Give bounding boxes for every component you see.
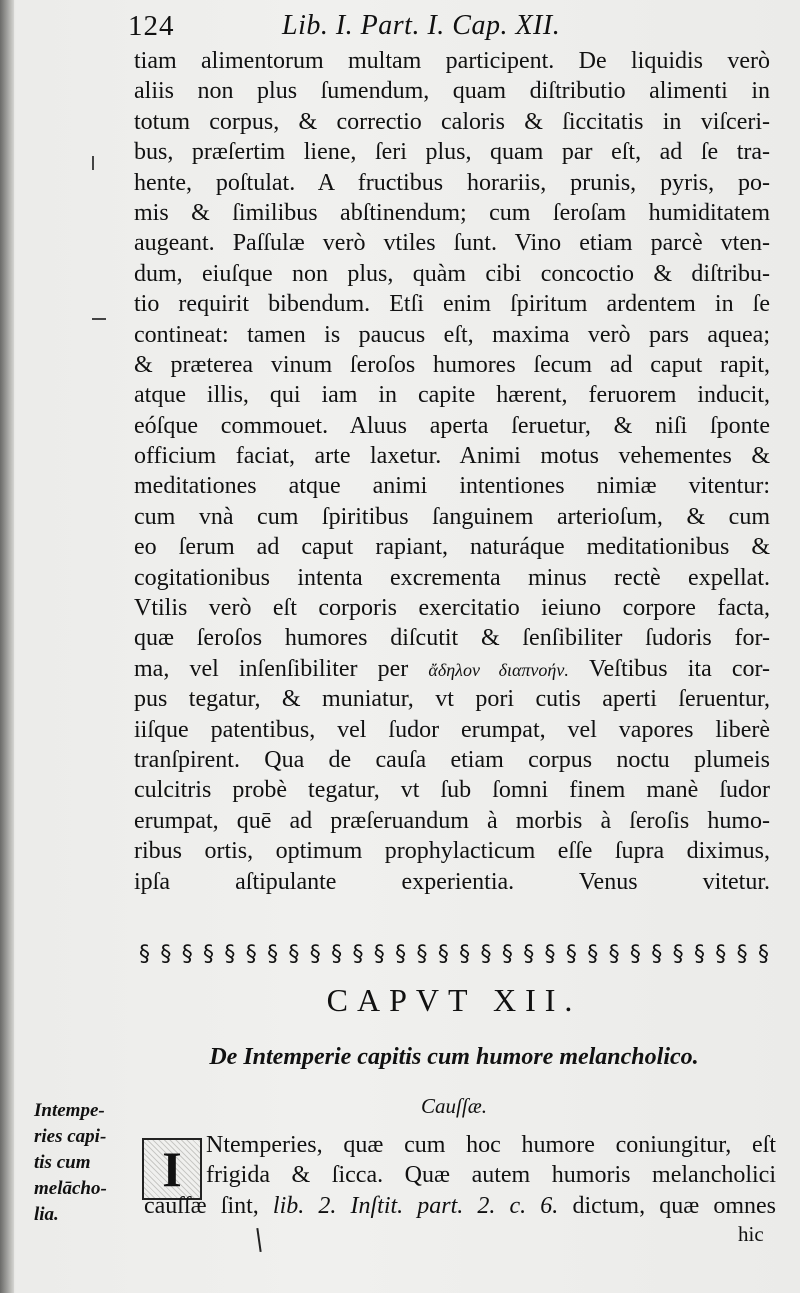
ornament-glyph: § [757,941,769,967]
ornament-glyph: § [459,941,471,967]
text-line: cogitationibus intenta excrementa minus rectè expellat. [134,564,770,591]
ornament-glyph: § [203,941,215,967]
ornament-glyph: § [245,941,257,967]
ornament-glyph: § [608,941,620,967]
text-line-greek: ma, vel inſenſibiliter per ἄδηλον διαπνοήν. Veſtibus ita cor- [134,655,771,682]
chapter-subtitle: De Intemperie capitis cum humore melancholico. [209,1044,699,1070]
text-line: totum corpus, & correctio caloris & ſiccitatis in viſceri- [134,108,770,135]
catchword: hic [738,1222,764,1246]
text-line: quæ ſeroſos humores diſcutit & ſenſibiliter ſudoris for- [134,625,770,652]
marginal-note: Intempe- ries capi- tis cum melācho- lia. [34,1100,107,1225]
page-header [120,6,780,42]
section-heading: Cauſſæ. [421,1094,487,1118]
ornament-glyph: § [715,941,727,967]
text-line: dum, eiuſque non plus, quàm cibi concoctio & diſtribu- [134,260,770,287]
ornament-glyph: § [416,941,428,967]
text-line: bus, præſertim liene, ſeri plus, quam par eſt, ad ſe tra- [134,139,770,166]
text-line: officium faciat, arte laxetur. Animi motus vehementes & [134,443,770,470]
text-line: aliis non plus ſumendum, quam diſtributio alimenti in [134,78,770,105]
ornament-glyph: § [565,941,577,967]
ornament-glyph: § [267,941,279,967]
text-line: frigida & ſicca. Quæ autem humoris melancholici [206,1162,776,1189]
text-line: eo ſerum ad caput rapiant, naturáque meditationibus & [134,534,770,561]
text-line: cauſſæ ſint, lib. 2. Inſtit. part. 2. c. 6. dictum, quæ omnes [144,1192,777,1219]
ornament-glyph: § [373,941,385,967]
page-number: 124 [128,10,175,42]
ink-mark [256,1228,261,1252]
text-line: Vtilis verò eſt corporis exercitatio ieiuno corpore facta, [134,595,770,622]
running-head: Lib. I. Part. I. Cap. XII. [282,10,561,41]
ornament-glyph: § [437,941,449,967]
text-line: augeant. Paſſulæ verò vtiles ſunt. Vino etiam parcè vten- [134,230,770,257]
ornament-glyph: § [587,941,599,967]
binding-gutter [0,0,14,1293]
greek-phrase: ἄδηλον διαπνοήν. [428,659,569,680]
citation-reference: lib. 2. Inſtit. part. 2. c. 6. [272,1192,559,1219]
text-line: mis & ſimilibus abſtinendum; cum ſeroſam humiditatem [134,199,770,226]
text-line: ipſa aſtipulante experientia. Venus vitetur. [134,868,770,895]
text-line: atque illis, qui iam in capite hærent, feruorem inducit, [134,382,770,409]
text-line: iiſque patentibus, vel ſudor erumpat, vel vapores liberè [134,716,770,743]
text-line: ribus ortis, optimum prophylacticum eſſe ſupra diximus, [134,838,770,865]
decorative-ornament-band [134,936,774,972]
ornament-glyph: § [309,941,321,967]
text-line: tio requirit bibendum. Etſi enim ſpiritum ardentem in ſe [134,291,770,318]
chapter-paragraph [144,1130,777,1221]
ornament-glyph: § [672,941,684,967]
text-line: Ntemperies, quæ cum hoc humore coniungitur, eſt [206,1132,776,1158]
main-text-block [134,46,770,897]
ink-mark [92,318,106,320]
text-line: contineat: tamen is paucus eſt, maxima verò pars aquea; [134,321,770,348]
ornament-glyph: § [395,941,407,967]
ornament-glyph: § [181,941,193,967]
text-line: hente, poſtulat. A fructibus horariis, prunis, pyris, po- [134,169,770,196]
ornament-glyph: § [523,941,535,967]
text-line: & præterea vinum ſeroſos humores ſecum ad caput rapit, [134,351,770,378]
decorated-initial: I [142,1138,202,1200]
text-line: meditationes atque animi intentiones nimiæ vitentur: [134,473,770,500]
ornament-glyph: § [693,941,705,967]
text-line: erumpat, quē ad præſeruandum à morbis à ſeroſis humo- [134,807,770,834]
chapter-title: CAPVT XII. [326,982,582,1018]
text-line: tiam alimentorum multam participent. De liquidis verò [134,48,770,74]
ornament-glyph: § [352,941,364,967]
ornament-glyph: § [501,941,513,967]
ornament-glyph: § [651,941,663,967]
text-line: pus tegatur, & muniatur, vt pori cutis aperti ſeruentur, [134,686,770,713]
ornament-glyph: § [331,941,343,967]
text-line: eóſque commouet. Aluus aperta ſeruetur, & niſi ſponte [134,412,770,439]
text-line: culcitris probè tegatur, vt ſub ſomni finem manè ſudor [134,777,770,804]
text-line: tranſpirent. Qua de cauſa etiam corpus noctu plumeis [134,746,770,773]
ornament-glyph: § [736,941,748,967]
ornament-glyph: § [160,941,172,967]
ornament-glyph: § [139,941,150,967]
text-line: cum vnà cum ſpiritibus ſanguinem arterioſum, & cum [134,503,770,530]
ornament-glyph: § [629,941,641,967]
ink-mark [92,156,94,170]
ornament-glyph: § [288,941,300,967]
ornament-glyph: § [544,941,556,967]
ornament-glyph: § [480,941,492,967]
ornament-glyph: § [224,941,236,967]
